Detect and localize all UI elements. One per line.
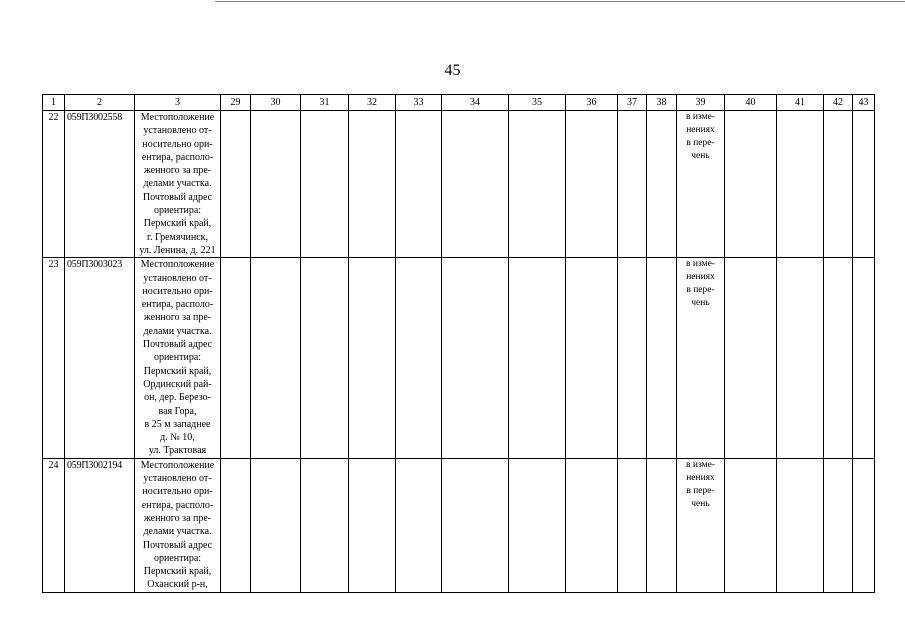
column-header-42: 42 [824, 95, 853, 111]
empty-cell [824, 111, 853, 258]
column-header-34: 34 [442, 95, 509, 111]
empty-cell [725, 258, 777, 458]
empty-cell [566, 258, 618, 458]
location-line: Местоположение [140, 259, 215, 271]
empty-cell [853, 258, 875, 458]
column-header-30: 30 [251, 95, 301, 111]
location-line: делами участка. [143, 325, 212, 337]
table-row [43, 111, 875, 258]
location-line: Местоположение [140, 459, 215, 471]
empty-cell [442, 111, 509, 258]
empty-cell [396, 458, 442, 592]
empty-cell [442, 258, 509, 458]
location-line: вая Гора, [158, 405, 197, 417]
column-header-40: 40 [725, 95, 777, 111]
column-39-cell [677, 258, 725, 458]
empty-cell [509, 258, 566, 458]
empty-cell [647, 258, 677, 458]
empty-cell [251, 458, 301, 592]
location-line: носительно ори- [142, 285, 213, 297]
scan-edge-line [215, 1, 905, 2]
row-number-cell: 22 [43, 111, 65, 258]
location-line: женного за пре- [143, 312, 212, 324]
empty-cell [509, 458, 566, 592]
location-line: ориентира: [153, 552, 202, 564]
col39-line: в пере- [686, 285, 715, 296]
col39-line: чень [691, 298, 710, 309]
location-line: Оханский р-н, [147, 579, 208, 591]
location-line: ориентира: [153, 205, 202, 217]
registry-code-cell: 059П3002558 [65, 111, 135, 258]
empty-cell [618, 111, 647, 258]
location-line: носительно ори- [142, 486, 213, 498]
location-line: ентира, располо- [141, 151, 214, 163]
location-line: Почтовый адрес [142, 539, 213, 551]
location-line: ул. Ленина, д. 221 [139, 244, 216, 256]
registry-code-cell: 059П3003023 [65, 258, 135, 458]
column-39-cell [677, 111, 725, 258]
empty-cell [301, 258, 349, 458]
location-line: женного за пре- [143, 165, 212, 177]
column-header-43: 43 [853, 95, 875, 111]
location-line: носительно ори- [142, 138, 213, 150]
empty-cell [853, 111, 875, 258]
empty-cell [853, 458, 875, 592]
location-line: ентира, располо- [141, 299, 214, 311]
col39-line: нениях [686, 472, 715, 483]
empty-cell [725, 458, 777, 592]
col39-line: в изме- [686, 459, 715, 470]
table-row [43, 258, 875, 458]
column-header-32: 32 [349, 95, 396, 111]
location-line: делами участка. [143, 178, 212, 190]
table-row [43, 458, 875, 592]
col39-line: в изме- [686, 259, 715, 270]
location-cell [135, 111, 221, 258]
column-header-1: 1 [43, 95, 65, 111]
column-header-35: 35 [509, 95, 566, 111]
location-line: Ординский рай- [143, 378, 212, 390]
location-line: Пермский край, [143, 566, 212, 578]
location-line: Почтовый адрес [142, 191, 213, 203]
empty-cell [221, 111, 251, 258]
col39-line: чень [691, 498, 710, 509]
empty-cell [566, 458, 618, 592]
location-line: Пермский край, [143, 218, 212, 230]
location-line: женного за пре- [143, 512, 212, 524]
empty-cell [396, 258, 442, 458]
empty-cell [396, 111, 442, 258]
col39-line: в пере- [686, 485, 715, 496]
empty-cell [618, 258, 647, 458]
location-cell [135, 258, 221, 458]
empty-cell [349, 458, 396, 592]
empty-cell [251, 111, 301, 258]
row-number-cell: 23 [43, 258, 65, 458]
col39-line: нениях [686, 272, 715, 283]
empty-cell [301, 111, 349, 258]
location-line: установлено от- [143, 272, 212, 284]
empty-cell [442, 458, 509, 592]
location-cell [135, 458, 221, 592]
empty-cell [221, 458, 251, 592]
column-39-cell [677, 458, 725, 592]
column-header-2: 2 [65, 95, 135, 111]
location-line: делами участка. [143, 526, 212, 538]
location-line: ориентира: [153, 352, 202, 364]
empty-cell [725, 111, 777, 258]
column-header-33: 33 [396, 95, 442, 111]
page-number: 45 [444, 62, 461, 79]
location-line: он, дер. Березо- [144, 392, 211, 404]
empty-cell [618, 458, 647, 592]
empty-cell [824, 258, 853, 458]
empty-cell [349, 258, 396, 458]
empty-cell [777, 258, 824, 458]
column-header-29: 29 [221, 95, 251, 111]
location-line: Местоположение [140, 112, 215, 123]
row-number-cell: 24 [43, 458, 65, 592]
empty-cell [824, 458, 853, 592]
col39-line: в пере- [686, 138, 715, 148]
location-line: д. № 10, [160, 432, 195, 444]
empty-cell [777, 458, 824, 592]
empty-cell [509, 111, 566, 258]
empty-cell [221, 258, 251, 458]
col39-line: нениях [686, 125, 715, 135]
column-header-38: 38 [647, 95, 677, 111]
empty-cell [301, 458, 349, 592]
location-line: ул. Трактовая [148, 445, 207, 457]
column-header-41: 41 [777, 95, 824, 111]
registry-code-cell: 059П3002194 [65, 458, 135, 592]
empty-cell [777, 111, 824, 258]
location-line: г. Гремячинск, [146, 231, 209, 243]
table-header-row [43, 95, 875, 111]
column-header-37: 37 [618, 95, 647, 111]
empty-cell [251, 258, 301, 458]
table-body [43, 111, 875, 593]
location-line: в 25 м западнее [144, 418, 211, 430]
location-line: Пермский край, [143, 365, 212, 377]
location-line: ентира, располо- [141, 499, 214, 511]
column-header-39: 39 [677, 95, 725, 111]
col39-line: в изме- [686, 112, 715, 122]
location-line: установлено от- [143, 473, 212, 485]
empty-cell [647, 111, 677, 258]
location-line: Почтовый адрес [142, 339, 213, 351]
col39-line: чень [691, 151, 710, 161]
column-header-3: 3 [135, 95, 221, 111]
empty-cell [566, 111, 618, 258]
register-table [42, 94, 875, 593]
column-header-36: 36 [566, 95, 618, 111]
empty-cell [647, 458, 677, 592]
location-line: установлено от- [143, 125, 212, 137]
empty-cell [349, 111, 396, 258]
column-header-31: 31 [301, 95, 349, 111]
